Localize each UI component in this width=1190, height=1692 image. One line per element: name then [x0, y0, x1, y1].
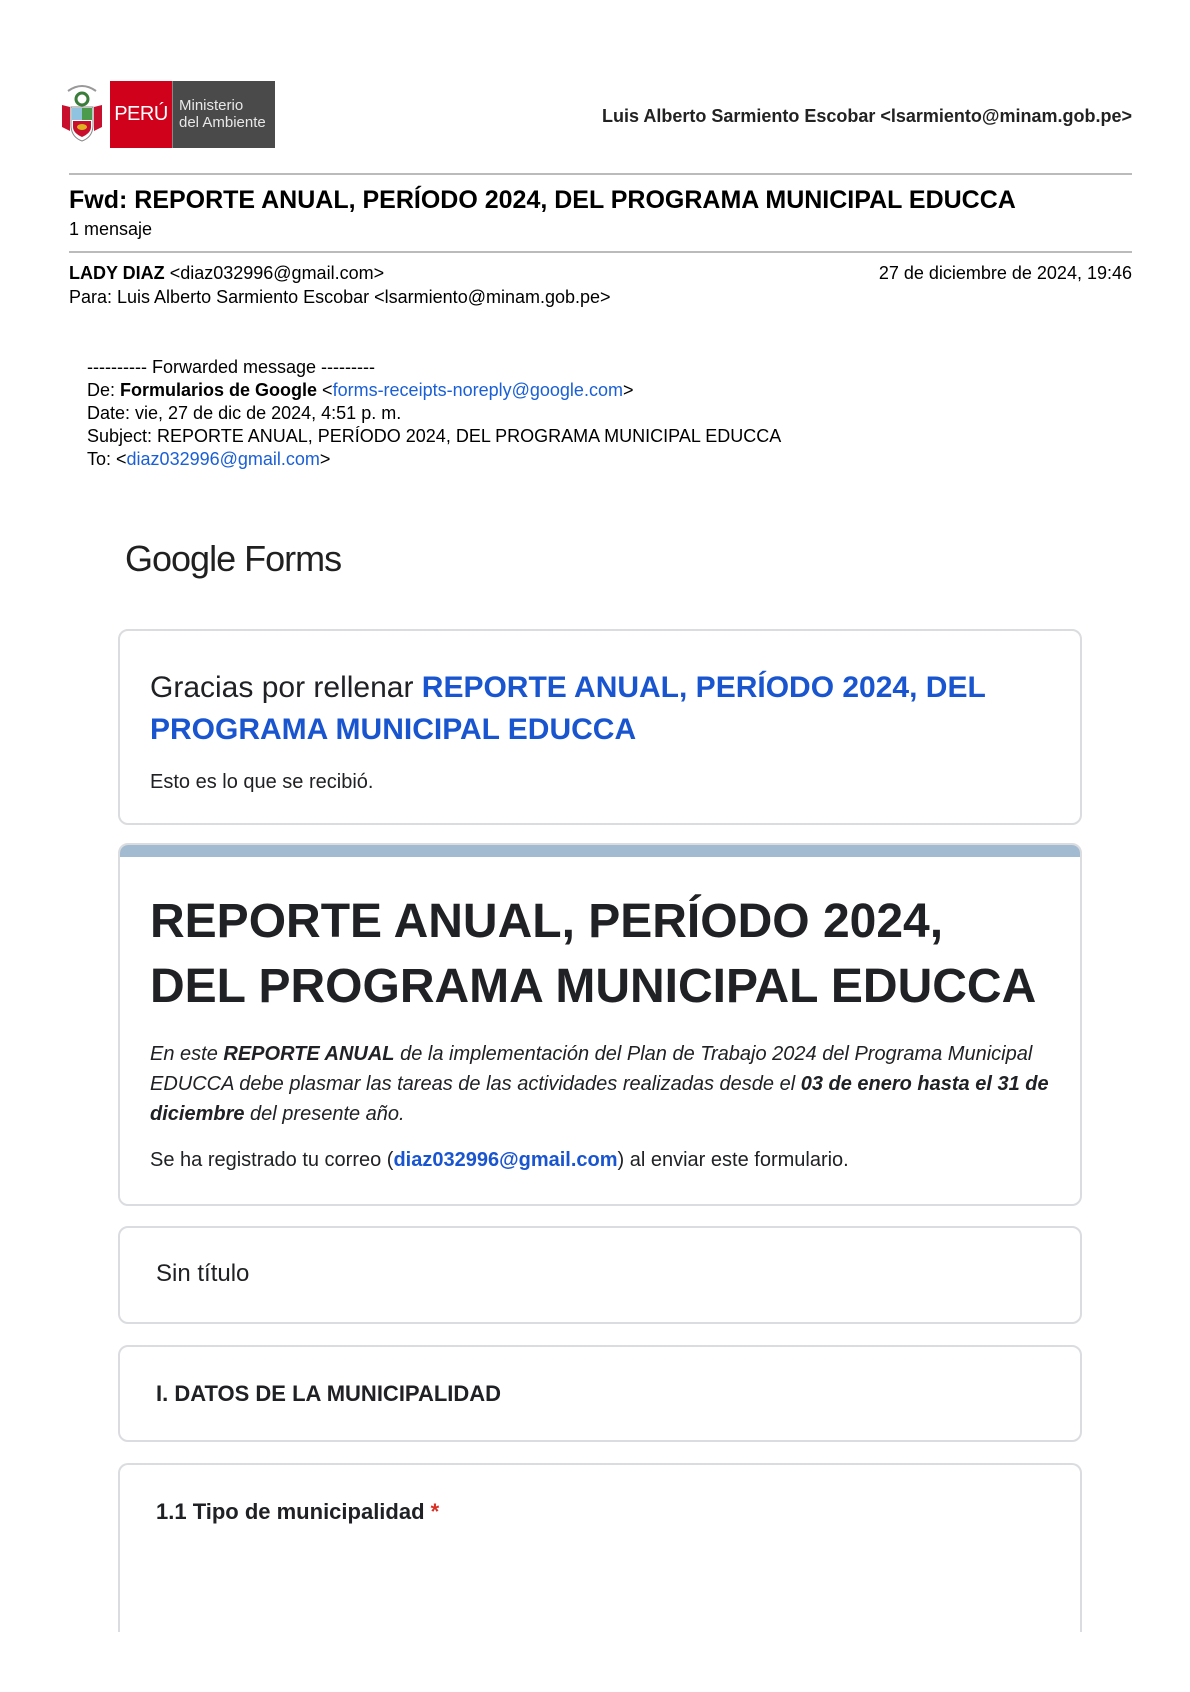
forward-from: De: Formularios de Google <forms-receipts-noreply@google.com> [87, 380, 634, 400]
divider [69, 173, 1132, 175]
forward-date: Date: vie, 27 de dic de 2024, 4:51 p. m. [87, 403, 402, 423]
sender-name: LADY DIAZ [69, 263, 165, 283]
page-bottom [0, 1632, 1190, 1692]
to-email-link[interactable]: diaz032996@gmail.com [126, 449, 320, 469]
peru-brand: PERÚ [110, 81, 172, 148]
registered-email-note [150, 1149, 1050, 1172]
registered-email-link[interactable]: diaz032996@gmail.com [393, 1149, 618, 1171]
message-count: 1 mensaje [69, 219, 153, 239]
reg-part: ) al enviar este formulario. [617, 1149, 849, 1171]
google-wordmark: Google [125, 538, 236, 579]
coat-of-arms-icon [60, 81, 104, 148]
from-name: Formularios de Google [120, 380, 318, 400]
account-name: Luis Alberto Sarmiento Escobar <lsarmiento@minam.gob.pe> [601, 106, 1132, 126]
form-description [150, 1039, 1050, 1129]
form-title-link[interactable]: REPORTE ANUAL, PERÍODO 2024, DEL PROGRAMA MUNICIPAL EDUCCA [150, 671, 986, 746]
section-title: I. DATOS DE LA MUNICIPALIDAD [156, 1381, 502, 1406]
desc-part: de la implementación del Plan de Trabajo 2024 del Programa Municipal EDUCCA debe plasmar las tareas de las actividades realizadas desde el [150, 1043, 1033, 1095]
question-label: 1.1 Tipo de municipalidad [156, 1499, 425, 1524]
ministry-line-2: del Ambiente [179, 114, 266, 131]
sender [69, 263, 384, 284]
section-card-untitled [118, 1226, 1082, 1324]
forms-wordmark: Forms [244, 538, 342, 579]
sender-email: <diaz032996@gmail.com> [169, 263, 385, 283]
google-forms-logo [125, 538, 341, 580]
minam-logo [60, 81, 275, 148]
desc-part: del presente año. [244, 1103, 405, 1125]
forward-to: To: <diaz032996@gmail.com> [87, 449, 331, 469]
thread-subject: Fwd: REPORTE ANUAL, PERÍODO 2024, DEL PROGRAMA MUNICIPAL EDUCCA [69, 186, 1016, 214]
thanks-heading [150, 667, 1050, 751]
recipient: Para: Luis Alberto Sarmiento Escobar <lsarmiento@minam.gob.pe> [69, 287, 611, 307]
to-label: To: [87, 449, 117, 469]
forward-separator: ---------- Forwarded message --------- [87, 357, 375, 377]
thanks-card [118, 629, 1082, 825]
desc-bold: REPORTE ANUAL [223, 1043, 395, 1065]
reg-part: Se ha registrado tu correo ( [150, 1149, 394, 1171]
accent-band [120, 845, 1080, 857]
forward-subject: Subject: REPORTE ANUAL, PERÍODO 2024, DEL PROGRAMA MUNICIPAL EDUCCA [87, 426, 782, 446]
ministry-line-1: Ministerio [179, 97, 244, 114]
divider [69, 251, 1132, 253]
desc-part: En este [150, 1043, 224, 1065]
received-text: Esto es lo que se recibió. [150, 771, 374, 793]
from-label: De: [87, 380, 121, 400]
forwarded-header [87, 356, 781, 471]
desc-bold: 03 de enero hasta el 31 de diciembre [150, 1073, 1049, 1125]
section-card-municipality [118, 1345, 1082, 1442]
required-mark: * [430, 1499, 440, 1524]
section-title: Sin título [156, 1260, 250, 1287]
from-email-link[interactable]: forms-receipts-noreply@google.com [332, 380, 623, 400]
form-header-card [118, 843, 1082, 1206]
thanks-prefix: Gracias por rellenar [150, 671, 422, 704]
ministry-name [172, 81, 275, 148]
message-date: 27 de diciembre de 2024, 19:46 [878, 263, 1132, 283]
form-title: REPORTE ANUAL, PERÍODO 2024, DEL PROGRAMA MUNICIPAL EDUCCA [150, 895, 1037, 1013]
